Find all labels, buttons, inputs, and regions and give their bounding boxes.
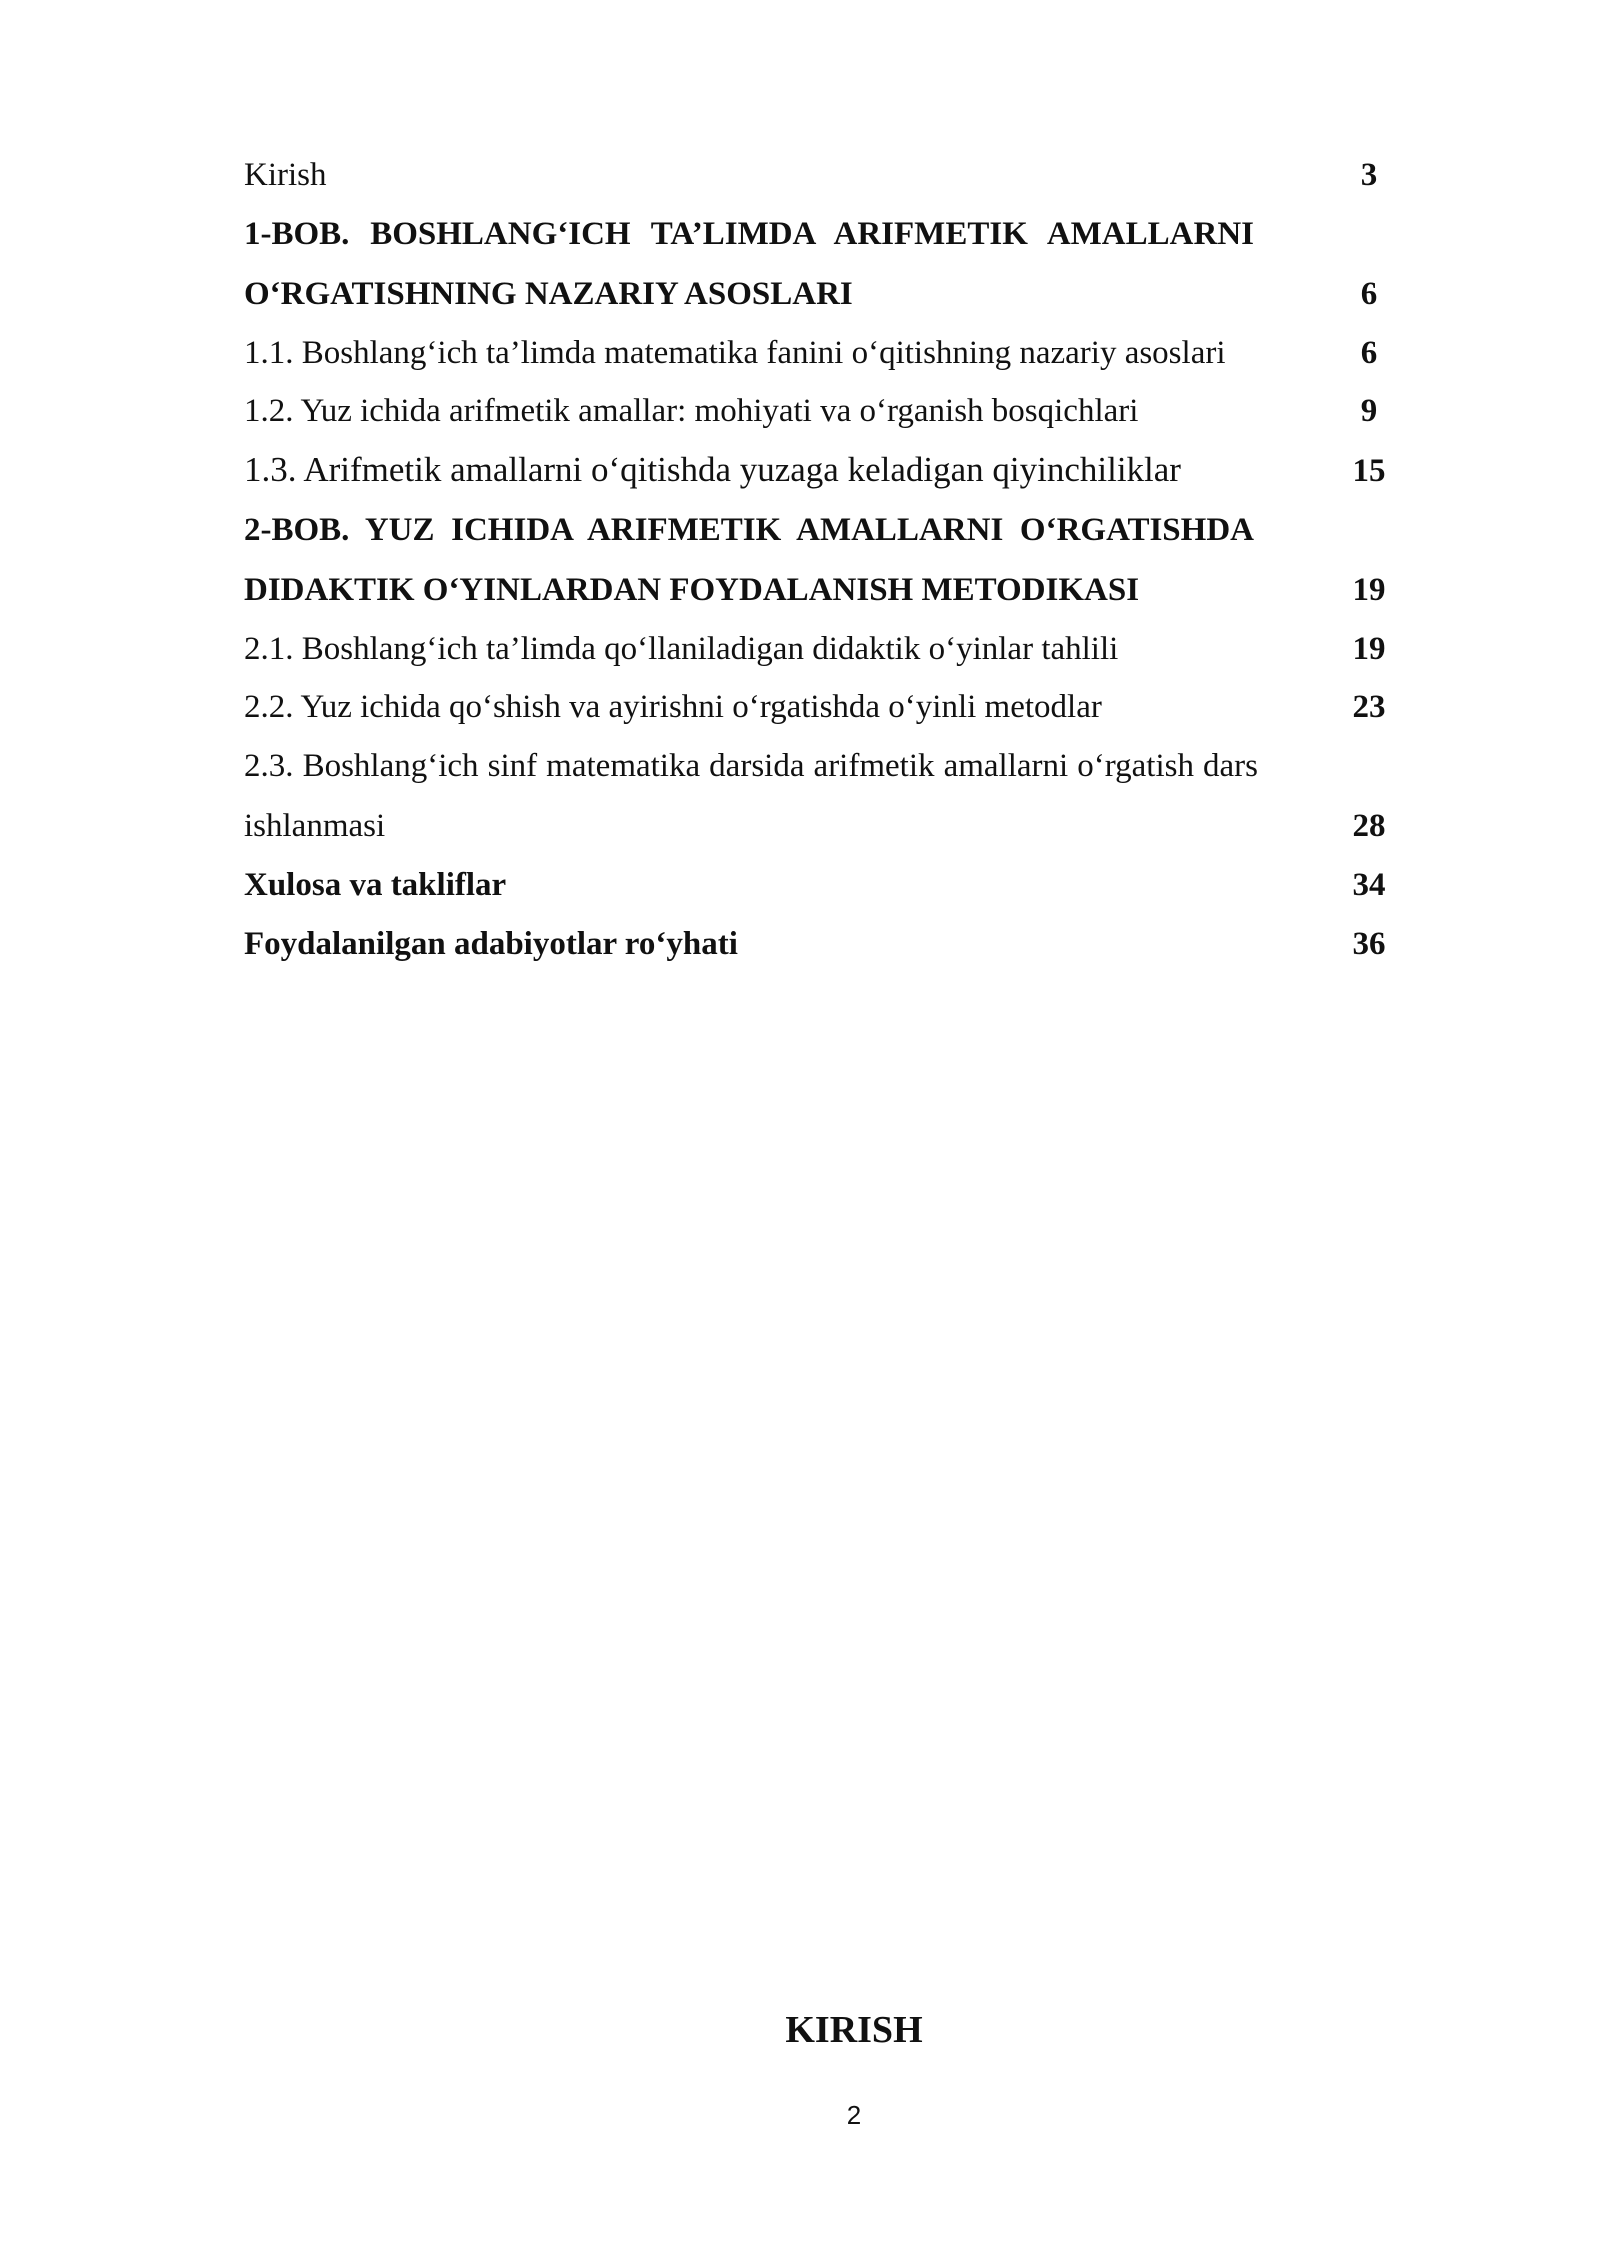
toc-chapter-2-line-2 bbox=[244, 560, 1404, 620]
toc-entry-title: 1.3. Arifmetik amallarni o‘qitishda yuzaga keladigan qiyinchiliklar bbox=[244, 450, 1181, 489]
toc-entry-xulosa bbox=[244, 856, 1404, 914]
toc-entry-adabiyotlar bbox=[244, 914, 1404, 974]
toc-chapter-1-line-2 bbox=[244, 264, 1404, 324]
toc-entry-page: 9 bbox=[1360, 393, 1378, 429]
toc-entry-title: DIDAKTIK O‘YINLARDAN FOYDALANISH METODIKASI bbox=[244, 572, 1140, 608]
toc-entry-2-3-line-1 bbox=[244, 736, 1404, 796]
toc-entry-1-1 bbox=[244, 324, 1404, 382]
section-heading: KIRISH bbox=[785, 2009, 923, 2051]
page-number: 2 bbox=[846, 2100, 862, 2130]
toc-entry-page: 6 bbox=[1360, 276, 1378, 312]
toc-chapter-2-line-1 bbox=[244, 500, 1404, 560]
toc-entry-title: 2.3. Boshlang‘ich sinf matematika darsida arifmetik amallarni o‘rgatish dars bbox=[244, 748, 1258, 784]
toc-entry-title: 2.2. Yuz ichida qo‘shish va ayirishni o‘rgatishda o‘yinli metodlar bbox=[244, 689, 1102, 725]
toc-entry-title: 1.2. Yuz ichida arifmetik amallar: mohiyati va o‘rganish bosqichlari bbox=[244, 393, 1139, 429]
toc-entry-page: 6 bbox=[1360, 335, 1378, 371]
toc-entry-page: 19 bbox=[1352, 572, 1386, 608]
toc-entry-title: Foydalanilgan adabiyotlar ro‘yhati bbox=[244, 926, 738, 962]
toc-entry-page: 34 bbox=[1352, 867, 1386, 903]
table-of-contents bbox=[244, 146, 1404, 974]
toc-entry-title: ishlanmasi bbox=[244, 808, 386, 844]
toc-entry-page: 36 bbox=[1352, 926, 1386, 962]
toc-entry-title: 2-BOB. YUZ ICHIDA ARIFMETIK AMALLARNI O‘RGATISHDA bbox=[244, 512, 1254, 548]
toc-entry-2-2 bbox=[244, 678, 1404, 736]
toc-entry-2-3-line-2 bbox=[244, 796, 1404, 856]
toc-entry-title: Kirish bbox=[244, 157, 327, 193]
toc-entry-page: 19 bbox=[1352, 631, 1386, 667]
toc-entry-page: 23 bbox=[1352, 689, 1386, 725]
toc-entry-page: 3 bbox=[1360, 157, 1378, 193]
toc-entry-title: 1.1. Boshlang‘ich ta’limda matematika fanini o‘qitishning nazariy asoslari bbox=[244, 335, 1226, 371]
toc-entry-kirish bbox=[244, 146, 1404, 204]
toc-entry-title: O‘RGATISHNING NAZARIY ASOSLARI bbox=[244, 276, 853, 312]
toc-entry-title: 1-BOB. BOSHLANG‘ICH TA’LIMDA ARIFMETIK AMALLARNI bbox=[244, 216, 1254, 252]
toc-entry-1-3 bbox=[244, 440, 1404, 500]
toc-entry-1-2 bbox=[244, 382, 1404, 440]
toc-chapter-1-line-1 bbox=[244, 204, 1404, 264]
toc-entry-2-1 bbox=[244, 620, 1404, 678]
toc-entry-page: 28 bbox=[1352, 808, 1386, 844]
toc-entry-page: 15 bbox=[1352, 453, 1386, 489]
toc-entry-title: Xulosa va takliflar bbox=[244, 867, 507, 903]
toc-entry-title: 2.1. Boshlang‘ich ta’limda qo‘llaniladigan didaktik o‘yinlar tahlili bbox=[244, 631, 1119, 667]
